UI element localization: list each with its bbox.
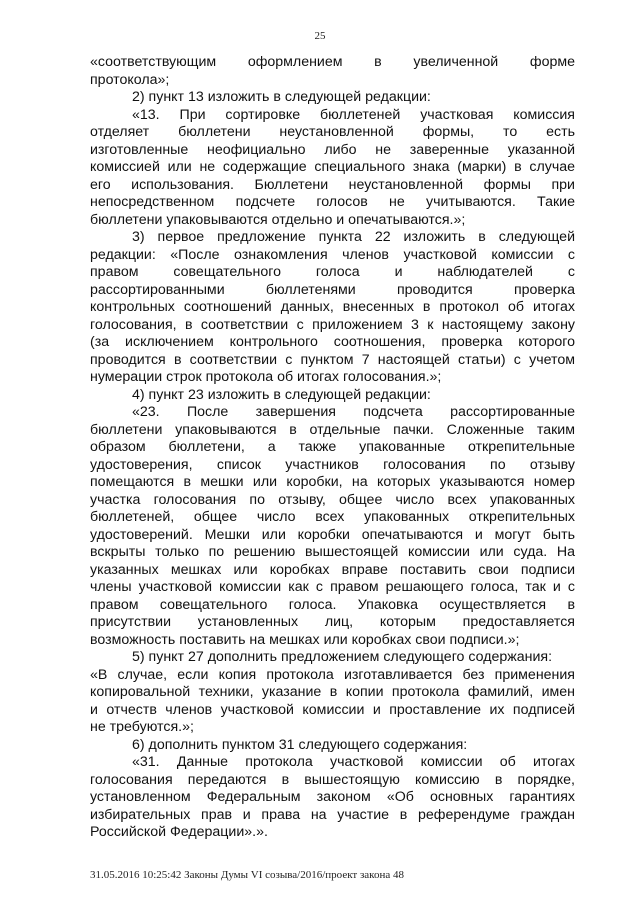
text-line: «В случае, если копия протокола изготавливается без применения [90, 666, 575, 683]
text-line: удостоверения, список участников голосования по отзыву [90, 456, 575, 473]
text-line: копировальной техники, указание в копии протокола фамилий, имен [90, 684, 575, 700]
text-line: проводится в соответствии с пунктом 7 настоящей статьи) с учетом [90, 351, 575, 368]
footer-document-stamp: 31.05.2016 10:25:42 Законы Думы VI созыва/2016/проект закона 48 [90, 869, 404, 881]
text-line: и отчеств членов участковой комиссии и проставление их подписей [90, 701, 575, 718]
text-line: указанных мешках или коробках вправе поставить свои подписи [90, 561, 575, 578]
text-line: возможность поставить на мешках или коробках свои подписи.»; [90, 631, 520, 648]
text-line: протокола»; [90, 71, 170, 88]
text-line: помещаются в мешки или коробки, на которых указываются номер [90, 474, 575, 490]
text-line: 5) пункт 27 дополнить предложением следующего содержания: [132, 649, 553, 665]
paragraph [90, 89, 575, 107]
text-line: 3) первое предложение пункта 22 изложить в следующей [132, 229, 575, 245]
text-line: бюллетеней, общее число всех упакованных открепительных [90, 509, 575, 525]
paragraph [90, 229, 575, 387]
text-line: голосования передаются в вышестоящую комиссию в порядке, [90, 771, 575, 788]
text-line: бюллетени упаковываются в отдельные пачки. Сложенные таким [90, 421, 575, 438]
text-line: правом совещательного голоса и наблюдателей с [90, 264, 575, 280]
text-line: комиссией или не содержащие специального знака (марки) в случае [90, 159, 575, 175]
paragraph [90, 754, 575, 842]
page-number: 25 [314, 30, 326, 42]
text-line: редакции: «После ознакомления членов участковой комиссии с [90, 246, 575, 263]
text-line: присутствии установленных лиц, которым предоставляется [90, 614, 575, 630]
text-line: 2) пункт 13 изложить в следующей редакции: [132, 89, 431, 105]
text-line: отделяет бюллетени неустановленной формы, то есть [90, 124, 575, 140]
text-line: вскрыты только по решению вышестоящей комиссии или суда. На [90, 544, 575, 560]
text-line: рассортированными бюллетенями проводится проверка [90, 281, 575, 298]
paragraph [90, 404, 575, 649]
law-body-text [90, 54, 575, 842]
text-line: непосредственном подсчете голосов не учитываются. Такие [90, 194, 575, 210]
paragraph [90, 737, 575, 755]
text-line: правом совещательного голоса. Упаковка осуществляется в [90, 596, 575, 613]
text-line: (за исключением контрольного соотношения, проверка которого [90, 334, 575, 350]
text-line: нумерации строк протокола об итогах голосования.»; [90, 369, 442, 385]
paragraph [90, 54, 575, 89]
text-line: установленном Федеральным законом «Об основных гарантиях [90, 789, 575, 805]
text-line: избирательных прав и права на участие в референдуме граждан [90, 806, 575, 823]
text-line: образом бюллетени, а также упакованные открепительные [90, 439, 575, 455]
text-line: «13. При сортировке бюллетеней участковая комиссия [132, 106, 575, 123]
text-line: удостоверений. Мешки или коробки опечатываются и могут быть [90, 526, 575, 543]
paragraph [90, 667, 575, 737]
paragraph [90, 387, 575, 405]
text-line: «23. После завершения подсчета рассортированные [132, 404, 575, 420]
text-line: члены участковой комиссии как с правом решающего голоса, так и с [90, 579, 575, 595]
text-line: изготовленные неофициально либо не заверенные указанной [90, 141, 575, 158]
text-line: контрольных соотношений данных, внесенных в протокол об итогах [90, 299, 575, 315]
text-line: участка голосования по отзыву, общее число всех упакованных [90, 491, 575, 508]
paragraph [90, 649, 575, 667]
text-line: голосования, в соответствии с приложением 3 к настоящему закону [90, 316, 575, 333]
text-line: Российской Федерации».». [90, 824, 268, 840]
text-line: 6) дополнить пунктом 31 следующего содержания: [132, 736, 468, 753]
text-line: «31. Данные протокола участковой комиссии об итогах [132, 754, 575, 770]
text-line: 4) пункт 23 изложить в следующей редакции: [132, 386, 431, 403]
text-line: его использования. Бюллетени неустановленной формы при [90, 176, 575, 193]
text-line: не требуются.»; [90, 719, 194, 735]
text-line: бюллетени упаковываются отдельно и опечатываются.»; [90, 211, 466, 228]
paragraph [90, 107, 575, 230]
text-line: «соответствующим оформлением в увеличенной форме [90, 54, 575, 70]
